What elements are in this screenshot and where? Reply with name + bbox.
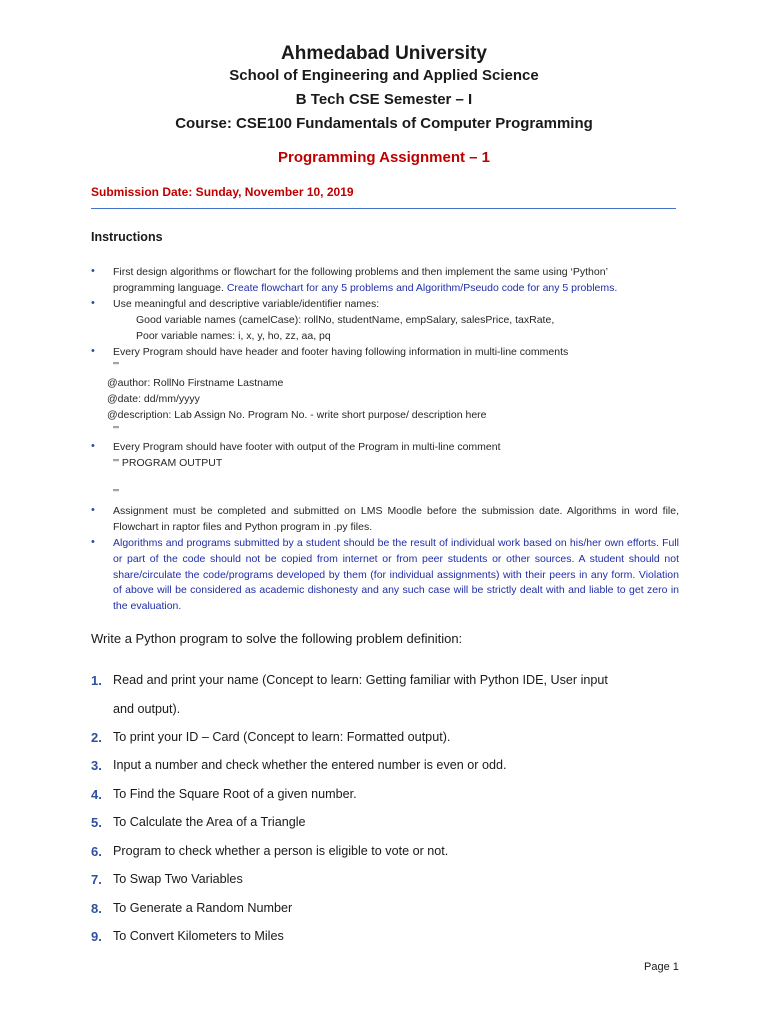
problem-number: 4. bbox=[91, 787, 102, 802]
semester-title: B Tech CSE Semester – I bbox=[295, 91, 473, 108]
submission-date: Submission Date: Sunday, November 10, 2019 bbox=[91, 185, 354, 199]
problem-text: To Convert Kilometers to Miles bbox=[113, 929, 284, 943]
bullet-marker: • bbox=[91, 504, 95, 516]
course-title: Course: CSE100 Fundamentals of Computer Programming bbox=[175, 115, 593, 132]
school-name: School of Engineering and Applied Science bbox=[229, 67, 539, 84]
problem-text: To Calculate the Area of a Triangle bbox=[113, 815, 306, 829]
university-name: Ahmedabad University bbox=[281, 43, 487, 64]
problem-number: 6. bbox=[91, 844, 102, 859]
header-author-line: @author: RollNo Firstname Lastname bbox=[107, 377, 284, 389]
instruction-5-text: Assignment must be completed and submitted on LMS Moodle before the submission date. Algorithms in word file, Flowchart in raptor files and Python program in .py files. bbox=[113, 505, 679, 533]
problem-number: 5. bbox=[91, 815, 102, 830]
problem-text: To Find the Square Root of a given number. bbox=[113, 787, 357, 801]
problem-text: To Generate a Random Number bbox=[113, 901, 293, 915]
instruction-6-text: Algorithms and programs submitted by a student should be the result of individual work based on his/her own efforts. Full or part of the code should not be copied from internet or from peer students or other sources. A student should not share/circulate the code/programs developed by them (for individual assignments) with their peers in any form. Violation of above will be considered as academic dishonesty and any such case will be strictly dealt with and liable to get zero in the evaluation. bbox=[113, 537, 679, 613]
bullet-marker: • bbox=[91, 265, 95, 277]
instruction-1-line-2 bbox=[113, 281, 617, 297]
instruction-1-highlight: Create flowchart for any 5 problems and Algorithm/Pseudo code for any 5 problems. bbox=[226, 282, 618, 294]
good-variable-names: Good variable names (camelCase): rollNo, studentName, empSalary, salesPrice, taxRate, bbox=[136, 314, 555, 326]
output-quote-close: ''' bbox=[113, 487, 120, 499]
problem-text-continued: and output). bbox=[113, 702, 181, 716]
bullet-marker: • bbox=[91, 536, 95, 548]
header-divider bbox=[91, 208, 676, 209]
problem-number: 7. bbox=[91, 872, 102, 887]
problem-text: Input a number and check whether the entered number is even or odd. bbox=[113, 758, 507, 772]
header-description-line: @description: Lab Assign No. Program No. - write short purpose/ description here bbox=[107, 409, 487, 421]
instruction-3-line-1: Every Program should have header and footer having following information in multi-line comments bbox=[113, 346, 569, 358]
problem-number: 1. bbox=[91, 673, 102, 688]
header-date-line: @date: dd/mm/yyyy bbox=[107, 393, 200, 405]
program-output-line: ''' PROGRAM OUTPUT bbox=[113, 457, 223, 469]
instruction-4-line-1: Every Program should have footer with output of the Program in multi-line comment bbox=[113, 441, 501, 453]
problem-number: 9. bbox=[91, 929, 102, 944]
instruction-1-line-1: First design algorithms or flowchart for the following problems and then implement the same using ‘Python’ bbox=[113, 266, 608, 278]
comment-quote-close: ''' bbox=[113, 424, 120, 436]
problem-text: Program to check whether a person is eligible to vote or not. bbox=[113, 844, 449, 858]
problem-text: Read and print your name (Concept to learn: Getting familiar with Python IDE, User input bbox=[113, 673, 608, 687]
problem-number: 3. bbox=[91, 758, 102, 773]
bullet-marker: • bbox=[91, 345, 95, 357]
instruction-1-text: programming language. bbox=[113, 282, 224, 294]
poor-variable-names: Poor variable names: i, x, y, ho, zz, aa, pq bbox=[136, 330, 331, 342]
instruction-2-line-1: Use meaningful and descriptive variable/identifier names: bbox=[113, 298, 380, 310]
page-number: Page 1 bbox=[644, 961, 679, 973]
comment-quote-open: ''' bbox=[113, 360, 120, 372]
assignment-title: Programming Assignment – 1 bbox=[278, 149, 490, 166]
instructions-heading: Instructions bbox=[91, 230, 163, 244]
problems-intro: Write a Python program to solve the following problem definition: bbox=[91, 631, 463, 646]
problem-number: 2. bbox=[91, 730, 102, 745]
problem-number: 8. bbox=[91, 901, 102, 916]
bullet-marker: • bbox=[91, 297, 95, 309]
bullet-marker: • bbox=[91, 440, 95, 452]
problem-text: To print your ID – Card (Concept to learn: Formatted output). bbox=[113, 730, 451, 744]
problem-text: To Swap Two Variables bbox=[113, 872, 243, 886]
